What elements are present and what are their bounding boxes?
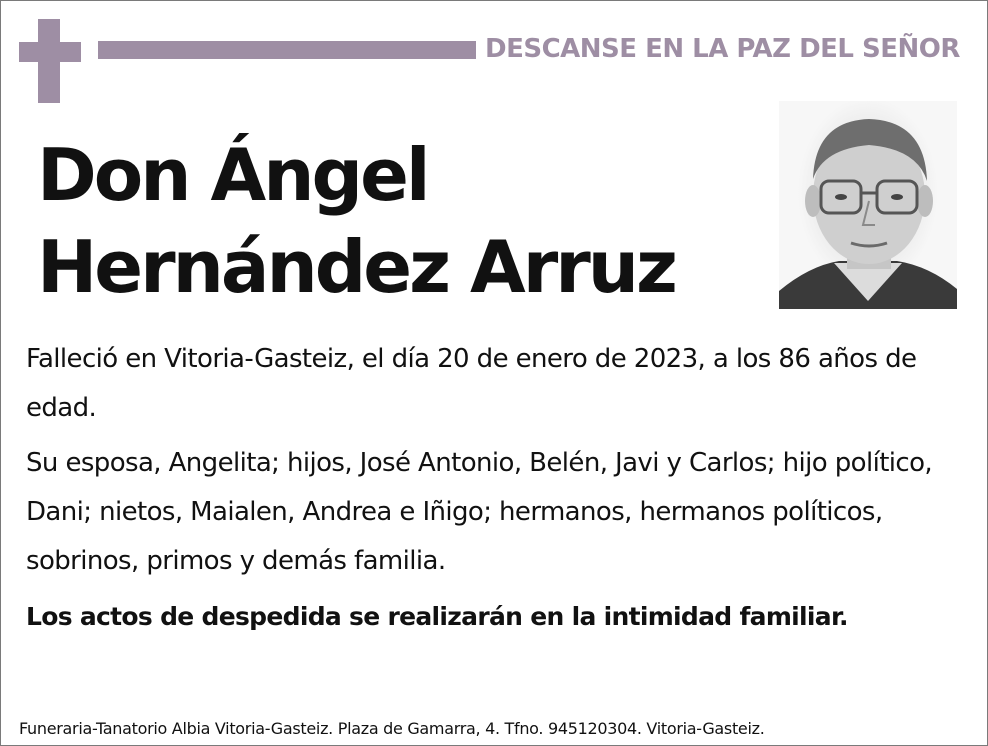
name-line-1: Don Ángel	[37, 133, 428, 217]
family-paragraph: Su esposa, Angelita; hijos, José Antonio, Belén, Javi y Carlos; hijo político, Dani; nietos, Maialen, Andrea e Iñigo; hermanos, hermanos políticos, sobrinos, primos y demás familia.	[26, 448, 933, 576]
name-line-2: Hernández Arruz	[37, 225, 675, 309]
farewell-paragraph: Los actos de despedida se realizarán en la intimidad familiar.	[26, 602, 848, 631]
death-notice-paragraph: Falleció en Vitoria-Gasteiz, el día 20 de enero de 2023, a los 86 años de edad.	[26, 344, 917, 423]
funeral-home-footer: Funeraria-Tanatorio Albia Vitoria-Gasteiz. Plaza de Gamarra, 4. Tfno. 945120304. Vitoria-Gasteiz.	[19, 719, 765, 738]
obituary-body	[26, 335, 956, 647]
header-title: DESCANSE EN LA PAZ DEL SEÑOR	[485, 34, 960, 64]
portrait-photo	[779, 101, 957, 309]
deceased-name	[37, 129, 675, 313]
header-divider-bar	[98, 41, 476, 59]
